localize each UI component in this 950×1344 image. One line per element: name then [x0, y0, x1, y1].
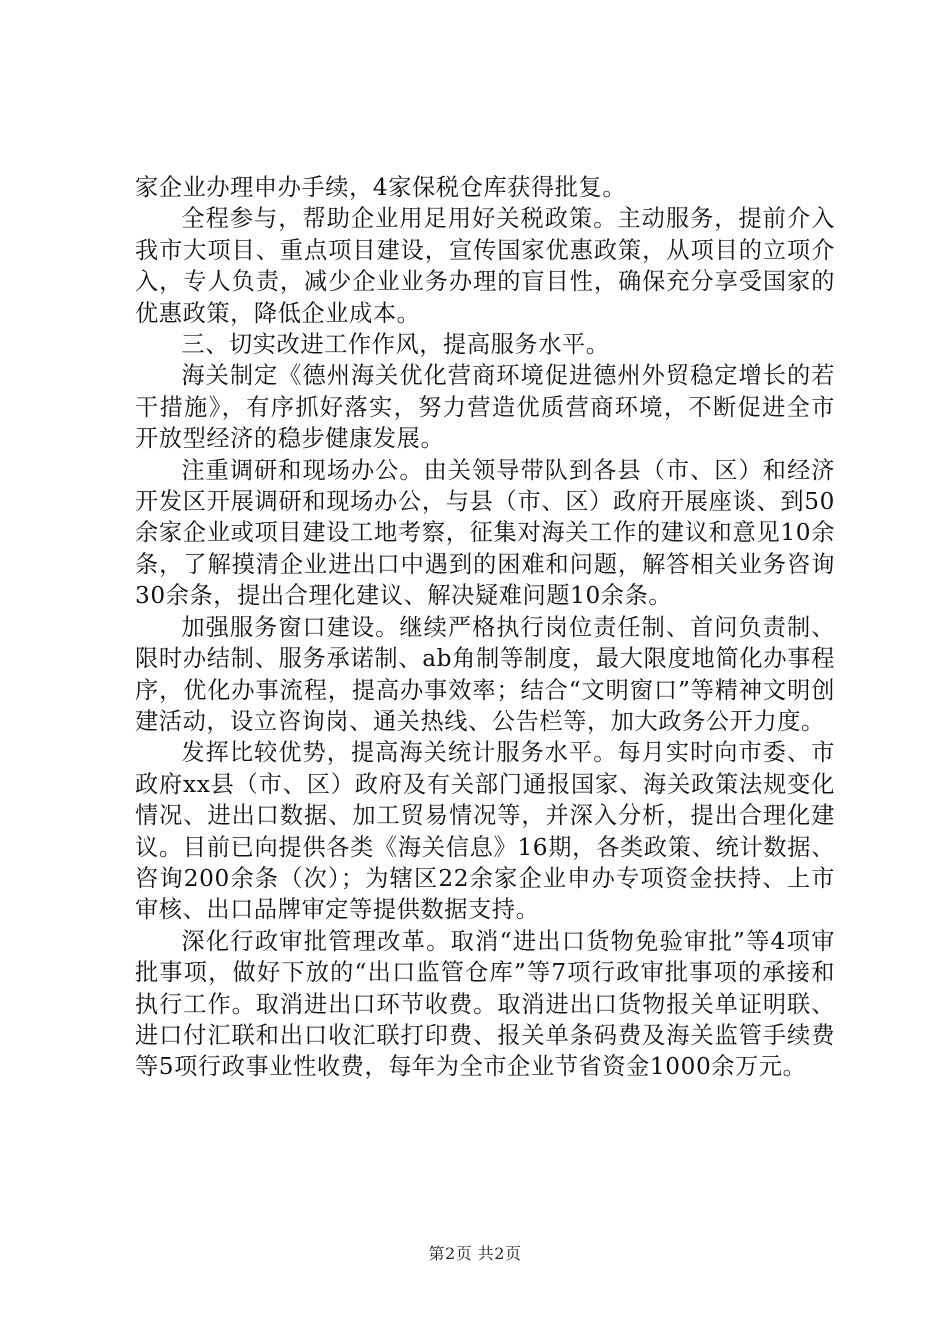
- paragraph-statistics: 发挥比较优势，提高海关统计服务水平。每月实时向市委、市政府xx县（市、区）政府及有关部门通报国家、海关政策法规变化情况、进出口数据、加工贸易情况等，并深入分析，提出合理化建议。目前已向提供各类《海关信息》16期，各类政策、统计数据、咨询200余条（次）；为辖区22余家企业申办专项资金扶持、上市审核、出口品牌审定等提供数据支持。: [135, 739, 835, 924]
- paragraph-continuation: 家企业办理申办手续，4家保税仓库获得批复。: [135, 174, 627, 201]
- page-footer: 第2页 共2页: [428, 1244, 522, 1263]
- paragraph-tariff-policy: 全程参与，帮助企业用足用好关税政策。主动服务，提前介入我市大项目、重点项目建设，宣传国家优惠政策，从项目的立项介入，专人负责，减少企业业务办理的盲目性，确保充分享受国家的优惠政策，降低企业成本。: [135, 205, 835, 327]
- paragraph-reform: 深化行政审批管理改革。取消“进出口货物免验审批”等4项审批事项，做好下放的“出口监管仓库”等7项行政审批事项的承接和执行工作。取消进出口环节收费。取消进出口货物报关单证明联、进口付汇联和出口收汇联打印费、报关单条码费及海关监管手续费等5项行政事业性收费，每年为全市企业节省资金1000余万元。: [135, 927, 835, 1081]
- paragraph-measures: 海关制定《德州海关优化营商环境促进德州外贸稳定增长的若干措施》，有序抓好落实，努力营造优质营商环境，不断促进全市开放型经济的稳步健康发展。: [135, 362, 835, 453]
- paragraph-service-window: 加强服务窗口建设。继续严格执行岗位责任制、首问负责制、限时办结制、服务承诺制、ab角制等制度，最大限度地简化办事程序，优化办事流程，提高办事效率；结合“文明窗口”等精神文明创建活动，设立咨询岗、通关热线、公告栏等，加大政务公开力度。: [135, 613, 835, 735]
- section-heading-work-style: 三、切实改进工作作风，提高服务水平。: [181, 331, 610, 359]
- paragraph-research: 注重调研和现场办公。由关领导带队到各县（市、区）和经济开发区开展调研和现场办公，与县（市、区）政府开展座谈、到50余家企业或项目建设工地考察，征集对海关工作的建议和意见10余条，了解摸清企业进出口中遇到的困难和问题，解答相关业务咨询30余条，提出合理化建议、解决疑难问题10余条。: [135, 456, 835, 610]
- document-body: [135, 172, 835, 1083]
